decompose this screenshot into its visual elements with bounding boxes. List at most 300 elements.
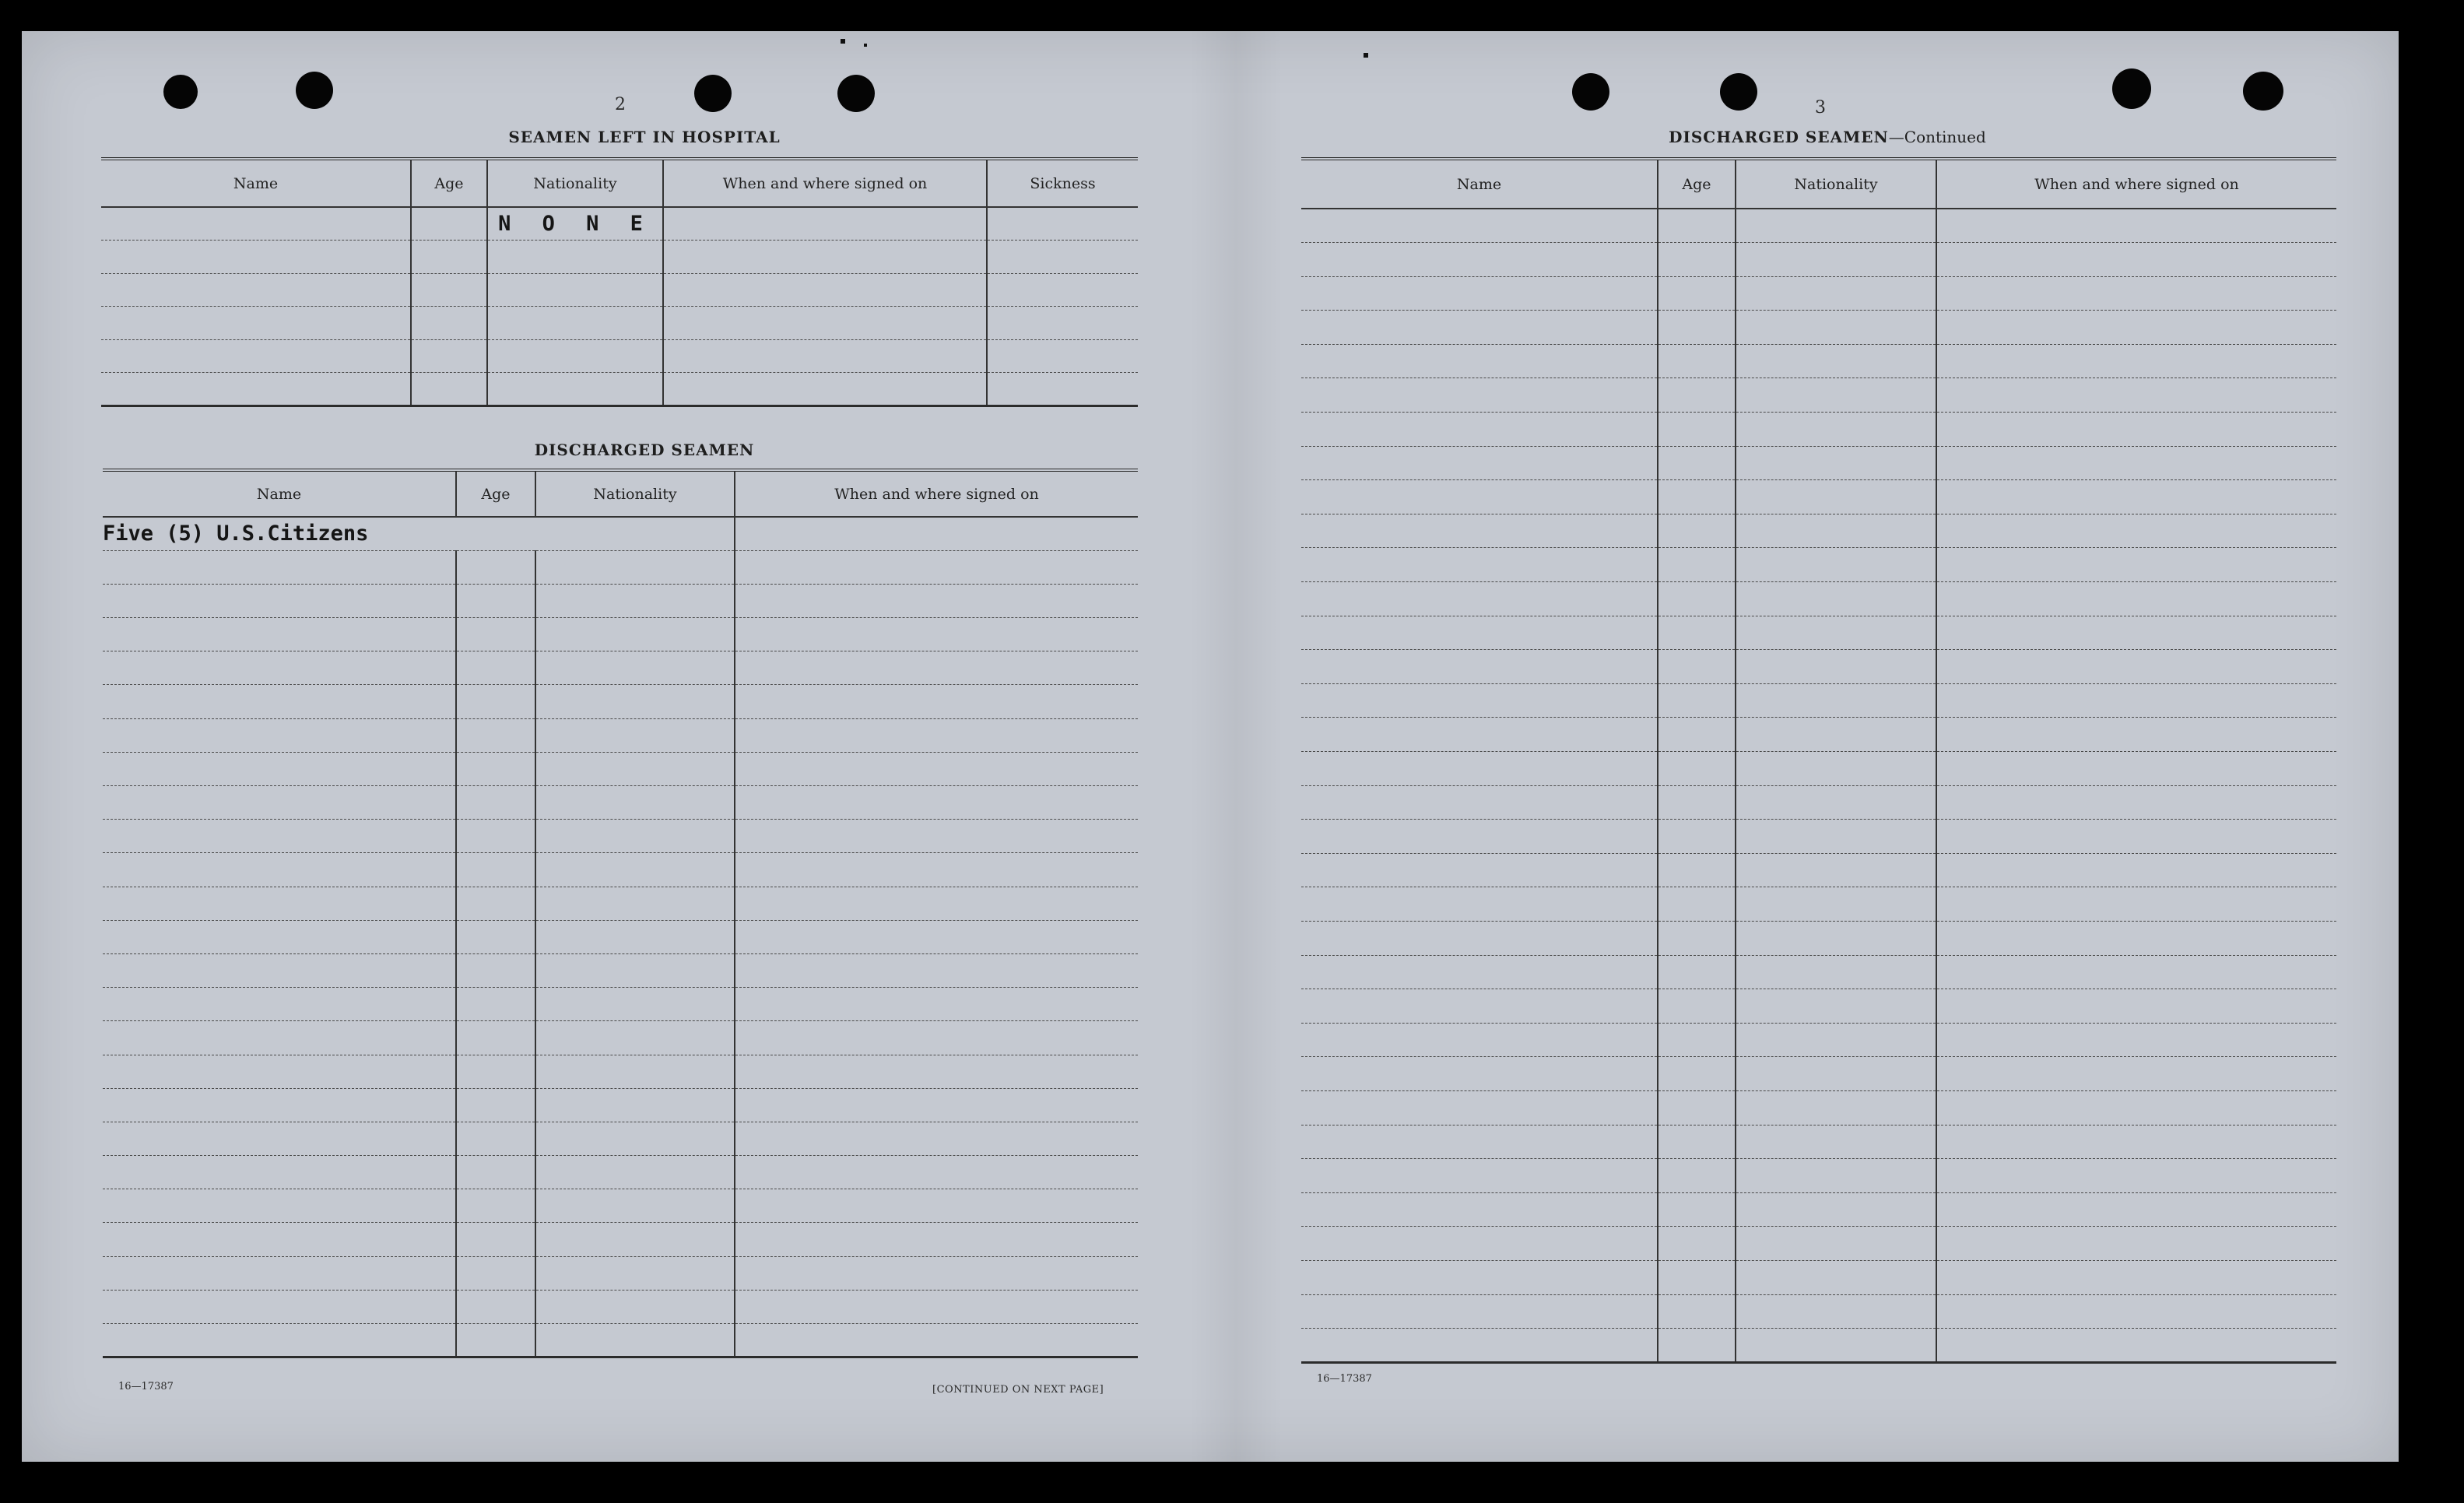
table-cell bbox=[1301, 616, 1658, 650]
table-row bbox=[103, 1088, 1138, 1122]
discharged-table-right bbox=[1301, 157, 2336, 1364]
table-cell bbox=[456, 1088, 535, 1122]
ink-speck bbox=[864, 44, 867, 47]
table-cell bbox=[103, 550, 456, 584]
table-cell bbox=[103, 988, 456, 1021]
table-row bbox=[103, 988, 1138, 1021]
table-cell bbox=[1936, 413, 2336, 447]
table-cell bbox=[1936, 1057, 2336, 1091]
table-cell bbox=[735, 1223, 1138, 1256]
table-cell bbox=[735, 584, 1138, 617]
table-cell bbox=[735, 752, 1138, 785]
table-cell bbox=[1936, 548, 2336, 582]
table-cell bbox=[1936, 480, 2336, 514]
table-cell bbox=[535, 786, 735, 820]
column-header-signed-on: When and where signed on bbox=[735, 470, 1138, 517]
table-cell bbox=[735, 887, 1138, 920]
table-cell bbox=[535, 618, 735, 651]
center-fold bbox=[1189, 31, 1283, 1462]
table-cell bbox=[1301, 378, 1658, 413]
table-cell bbox=[535, 1290, 735, 1323]
table-cell bbox=[101, 273, 411, 307]
table-row bbox=[103, 1256, 1138, 1290]
continued-note: [CONTINUED ON NEXT PAGE] bbox=[932, 1384, 1104, 1396]
table-cell bbox=[1301, 1192, 1658, 1227]
table-cell bbox=[1936, 616, 2336, 650]
table-cell bbox=[735, 1156, 1138, 1189]
table-cell bbox=[735, 786, 1138, 820]
table-cell bbox=[1736, 921, 1936, 955]
table-cell bbox=[456, 1324, 535, 1357]
table-cell bbox=[535, 1122, 735, 1155]
table-cell bbox=[1936, 650, 2336, 684]
table-row bbox=[103, 618, 1138, 651]
table-row bbox=[1301, 378, 2336, 413]
table-cell bbox=[1736, 311, 1936, 345]
table-cell bbox=[456, 988, 535, 1021]
table-cell bbox=[456, 550, 535, 584]
table-row bbox=[1301, 1023, 2336, 1057]
table-cell bbox=[1736, 752, 1936, 786]
column-header-nationality: Nationality bbox=[535, 470, 735, 517]
table-row bbox=[1301, 683, 2336, 718]
table-cell bbox=[1736, 243, 1936, 277]
table-cell bbox=[663, 241, 987, 274]
table-cell bbox=[1301, 1260, 1658, 1294]
table-row bbox=[1301, 209, 2336, 243]
table-cell bbox=[103, 685, 456, 718]
table-cell bbox=[1936, 820, 2336, 854]
table-row bbox=[103, 550, 1138, 584]
table-cell bbox=[1658, 276, 1736, 311]
table-cell bbox=[1658, 311, 1736, 345]
table-cell bbox=[487, 307, 663, 340]
table-cell bbox=[456, 752, 535, 785]
ink-speck bbox=[841, 39, 845, 44]
right-form-number: 16—17387 bbox=[1317, 1373, 1372, 1385]
table-cell bbox=[487, 273, 663, 307]
table-cell bbox=[1301, 955, 1658, 989]
table-cell bbox=[1301, 344, 1658, 378]
table-cell bbox=[456, 718, 535, 752]
table-cell bbox=[1736, 1125, 1936, 1159]
table-cell bbox=[1301, 989, 1658, 1024]
table-cell bbox=[735, 820, 1138, 853]
table-cell bbox=[1936, 344, 2336, 378]
table-cell bbox=[1936, 1090, 2336, 1125]
table-cell bbox=[735, 517, 1138, 550]
table-cell bbox=[101, 373, 411, 406]
table-cell bbox=[456, 1055, 535, 1088]
table-cell bbox=[1658, 1159, 1736, 1193]
table-cell bbox=[456, 685, 535, 718]
column-header-name: Name bbox=[101, 159, 411, 207]
table-cell bbox=[1301, 887, 1658, 922]
table-cell bbox=[1658, 446, 1736, 480]
table-cell bbox=[103, 1223, 456, 1256]
table-row bbox=[103, 1324, 1138, 1357]
table-cell bbox=[735, 1088, 1138, 1122]
table-cell bbox=[1658, 344, 1736, 378]
table-cell bbox=[1736, 1057, 1936, 1091]
discharged-entry: Five (5) U.S.Citizens bbox=[103, 517, 735, 550]
table-cell bbox=[535, 1223, 735, 1256]
table-cell bbox=[103, 1021, 456, 1055]
table-row bbox=[103, 752, 1138, 785]
table-cell bbox=[1936, 1329, 2336, 1363]
table-cell bbox=[1658, 548, 1736, 582]
left-page-number: 2 bbox=[615, 95, 626, 114]
table-row bbox=[103, 1290, 1138, 1323]
table-cell bbox=[456, 820, 535, 853]
table-cell bbox=[1936, 582, 2336, 616]
table-cell bbox=[1301, 752, 1658, 786]
column-header-name: Name bbox=[1301, 159, 1658, 209]
table-cell bbox=[1936, 1192, 2336, 1227]
column-header-nationality: Nationality bbox=[1736, 159, 1936, 209]
table-cell bbox=[1736, 1329, 1936, 1363]
table-row bbox=[103, 1189, 1138, 1223]
discharged-table-left bbox=[103, 469, 1138, 1358]
table-cell bbox=[987, 307, 1138, 340]
table-cell bbox=[101, 307, 411, 340]
table-row bbox=[103, 786, 1138, 820]
table-cell bbox=[1658, 853, 1736, 887]
table-row bbox=[1301, 480, 2336, 514]
table-row bbox=[1301, 344, 2336, 378]
table-row bbox=[1301, 921, 2336, 955]
column-header-sickness: Sickness bbox=[987, 159, 1138, 207]
table-cell bbox=[1736, 548, 1936, 582]
table-row bbox=[101, 241, 1138, 274]
table-cell bbox=[1736, 446, 1936, 480]
table-cell bbox=[1936, 887, 2336, 922]
table-cell bbox=[1658, 209, 1736, 243]
table-row bbox=[1301, 548, 2336, 582]
hospital-section-title: SEAMEN LEFT IN HOSPITAL bbox=[508, 128, 781, 146]
table-row bbox=[103, 718, 1138, 752]
table-cell bbox=[103, 1189, 456, 1223]
table-row bbox=[103, 1122, 1138, 1155]
table-cell bbox=[1301, 413, 1658, 447]
table-cell bbox=[1736, 683, 1936, 718]
table-cell bbox=[103, 887, 456, 920]
table-row bbox=[1301, 514, 2336, 548]
table-cell bbox=[663, 339, 987, 373]
table-row bbox=[1301, 1090, 2336, 1125]
table-cell bbox=[987, 273, 1138, 307]
table-cell bbox=[735, 1055, 1138, 1088]
table-cell bbox=[535, 920, 735, 953]
left-form-number: 16—17387 bbox=[118, 1381, 174, 1392]
table-cell bbox=[103, 1290, 456, 1323]
table-cell bbox=[1736, 1192, 1936, 1227]
table-cell bbox=[103, 651, 456, 685]
table-row bbox=[103, 685, 1138, 718]
table-cell bbox=[1301, 1090, 1658, 1125]
table-row bbox=[1301, 1125, 2336, 1159]
table-cell bbox=[1936, 243, 2336, 277]
table-cell bbox=[487, 373, 663, 406]
table-cell bbox=[1936, 853, 2336, 887]
table-cell bbox=[535, 988, 735, 1021]
table-cell bbox=[1301, 514, 1658, 548]
table-cell bbox=[1736, 514, 1936, 548]
table-cell bbox=[735, 1324, 1138, 1357]
column-header-name: Name bbox=[103, 470, 456, 517]
table-cell bbox=[1936, 378, 2336, 413]
table-cell bbox=[1658, 1057, 1736, 1091]
table-cell bbox=[735, 718, 1138, 752]
table-cell bbox=[735, 988, 1138, 1021]
table-cell bbox=[535, 887, 735, 920]
table-cell bbox=[103, 853, 456, 887]
table-row bbox=[1301, 853, 2336, 887]
table-cell bbox=[1736, 955, 1936, 989]
right-page-number: 3 bbox=[1815, 98, 1826, 118]
table-row bbox=[103, 517, 1138, 550]
table-cell bbox=[103, 718, 456, 752]
ink-speck bbox=[1364, 53, 1368, 58]
table-cell bbox=[1936, 209, 2336, 243]
table-row bbox=[103, 1055, 1138, 1088]
table-cell bbox=[535, 1088, 735, 1122]
table-cell bbox=[1301, 718, 1658, 752]
table-cell bbox=[103, 618, 456, 651]
table-cell bbox=[1736, 616, 1936, 650]
table-cell bbox=[1658, 683, 1736, 718]
column-header-age: Age bbox=[411, 159, 487, 207]
table-cell bbox=[456, 887, 535, 920]
table-cell bbox=[663, 207, 987, 241]
table-cell bbox=[1301, 582, 1658, 616]
table-cell bbox=[103, 1156, 456, 1189]
table-cell bbox=[103, 786, 456, 820]
punch-hole bbox=[163, 75, 198, 109]
table-cell bbox=[735, 685, 1138, 718]
table-cell bbox=[1301, 921, 1658, 955]
table-cell bbox=[1936, 752, 2336, 786]
table-cell bbox=[456, 1256, 535, 1290]
table-cell bbox=[1301, 311, 1658, 345]
table-cell bbox=[1658, 1125, 1736, 1159]
table-cell bbox=[1736, 276, 1936, 311]
table-cell bbox=[411, 373, 487, 406]
table-cell bbox=[535, 853, 735, 887]
table-row bbox=[1301, 276, 2336, 311]
table-cell bbox=[735, 618, 1138, 651]
table-cell bbox=[535, 1256, 735, 1290]
table-cell bbox=[535, 1055, 735, 1088]
table-cell bbox=[456, 1122, 535, 1155]
table-cell bbox=[487, 241, 663, 274]
table-cell bbox=[1658, 378, 1736, 413]
table-cell bbox=[1736, 1227, 1936, 1261]
column-header-signed-on: When and where signed on bbox=[663, 159, 987, 207]
table-cell bbox=[987, 373, 1138, 406]
table-row bbox=[101, 373, 1138, 406]
table-cell bbox=[735, 953, 1138, 987]
table-cell bbox=[1936, 718, 2336, 752]
table-cell bbox=[735, 920, 1138, 953]
table-cell bbox=[735, 1122, 1138, 1155]
table-row bbox=[1301, 1227, 2336, 1261]
table-cell bbox=[1936, 921, 2336, 955]
table-cell bbox=[1301, 1294, 1658, 1329]
table-cell bbox=[535, 584, 735, 617]
table-cell bbox=[1736, 209, 1936, 243]
table-cell bbox=[456, 651, 535, 685]
discharged-section-title: DISCHARGED SEAMEN bbox=[534, 441, 755, 459]
table-cell bbox=[1658, 989, 1736, 1024]
table-cell bbox=[1658, 480, 1736, 514]
table-row bbox=[1301, 1057, 2336, 1091]
hospital-table bbox=[101, 157, 1138, 407]
punch-hole bbox=[296, 72, 333, 109]
table-cell bbox=[735, 1290, 1138, 1323]
table-cell bbox=[1936, 514, 2336, 548]
table-row bbox=[101, 339, 1138, 373]
table-cell bbox=[535, 953, 735, 987]
table-cell bbox=[1658, 955, 1736, 989]
table-cell bbox=[663, 273, 987, 307]
table-cell bbox=[1301, 1057, 1658, 1091]
table-cell bbox=[535, 820, 735, 853]
table-cell bbox=[1658, 514, 1736, 548]
table-cell bbox=[1658, 752, 1736, 786]
table-cell bbox=[987, 241, 1138, 274]
punch-hole bbox=[2243, 72, 2283, 111]
table-row bbox=[101, 207, 1138, 241]
table-cell bbox=[735, 1021, 1138, 1055]
table-cell bbox=[535, 550, 735, 584]
table-cell bbox=[1736, 989, 1936, 1024]
punch-hole bbox=[837, 75, 875, 112]
table-row bbox=[103, 1223, 1138, 1256]
column-header-nationality: Nationality bbox=[487, 159, 663, 207]
table-row bbox=[103, 820, 1138, 853]
table-cell bbox=[103, 1055, 456, 1088]
title-suffix: —Continued bbox=[1888, 128, 1986, 146]
table-cell bbox=[101, 207, 411, 241]
table-cell bbox=[535, 1189, 735, 1223]
column-header-age: Age bbox=[456, 470, 535, 517]
table-cell bbox=[535, 685, 735, 718]
table-cell bbox=[1736, 887, 1936, 922]
table-cell bbox=[1736, 582, 1936, 616]
table-cell bbox=[456, 786, 535, 820]
table-cell bbox=[1736, 785, 1936, 820]
table-cell bbox=[103, 584, 456, 617]
table-cell bbox=[103, 920, 456, 953]
table-cell bbox=[456, 853, 535, 887]
table-cell bbox=[1658, 1023, 1736, 1057]
table-cell bbox=[735, 1189, 1138, 1223]
table-cell bbox=[1736, 344, 1936, 378]
table-cell bbox=[456, 920, 535, 953]
table-cell bbox=[1736, 413, 1936, 447]
table-cell bbox=[535, 1324, 735, 1357]
table-cell bbox=[663, 373, 987, 406]
table-cell bbox=[663, 307, 987, 340]
table-cell bbox=[1658, 1192, 1736, 1227]
table-cell bbox=[1301, 1329, 1658, 1363]
table-row bbox=[1301, 955, 2336, 989]
table-cell bbox=[1736, 480, 1936, 514]
table-cell bbox=[103, 752, 456, 785]
table-cell bbox=[1936, 683, 2336, 718]
table-cell bbox=[101, 339, 411, 373]
table-cell bbox=[535, 1156, 735, 1189]
table-row bbox=[1301, 650, 2336, 684]
table-cell bbox=[456, 1021, 535, 1055]
table-cell bbox=[1301, 650, 1658, 684]
punch-hole bbox=[1720, 73, 1757, 111]
table-cell bbox=[1736, 1159, 1936, 1193]
table-row bbox=[1301, 820, 2336, 854]
table-cell bbox=[987, 207, 1138, 241]
hospital-entry-none: N O N E bbox=[487, 207, 663, 241]
table-cell bbox=[1658, 820, 1736, 854]
table-cell bbox=[103, 1256, 456, 1290]
table-cell bbox=[103, 1324, 456, 1357]
table-cell bbox=[1658, 243, 1736, 277]
table-cell bbox=[735, 853, 1138, 887]
table-row bbox=[1301, 582, 2336, 616]
table-cell bbox=[535, 718, 735, 752]
table-cell bbox=[1936, 1125, 2336, 1159]
table-row bbox=[1301, 311, 2336, 345]
table-cell bbox=[456, 1189, 535, 1223]
table-row bbox=[103, 853, 1138, 887]
table-row bbox=[1301, 616, 2336, 650]
table-cell bbox=[1736, 1294, 1936, 1329]
table-row bbox=[1301, 718, 2336, 752]
title-text: DISCHARGED SEAMEN bbox=[1669, 128, 1889, 146]
table-row bbox=[1301, 1159, 2336, 1193]
table-cell bbox=[1936, 1260, 2336, 1294]
table-cell bbox=[535, 1021, 735, 1055]
table-cell bbox=[1736, 1090, 1936, 1125]
column-header-signed-on: When and where signed on bbox=[1936, 159, 2336, 209]
table-row bbox=[103, 1021, 1138, 1055]
table-cell bbox=[1736, 1023, 1936, 1057]
table-cell bbox=[103, 820, 456, 853]
table-cell bbox=[1301, 480, 1658, 514]
discharged-continued-title bbox=[1563, 128, 2092, 146]
table-row bbox=[1301, 1294, 2336, 1329]
table-row bbox=[1301, 1260, 2336, 1294]
table-row bbox=[103, 584, 1138, 617]
table-cell bbox=[103, 1088, 456, 1122]
table-cell bbox=[456, 1290, 535, 1323]
table-cell bbox=[411, 241, 487, 274]
table-row bbox=[1301, 752, 2336, 786]
table-cell bbox=[1301, 683, 1658, 718]
table-cell bbox=[1301, 548, 1658, 582]
table-cell bbox=[411, 339, 487, 373]
table-cell bbox=[1736, 378, 1936, 413]
table-cell bbox=[1301, 276, 1658, 311]
table-cell bbox=[101, 241, 411, 274]
table-row bbox=[1301, 243, 2336, 277]
table-cell bbox=[411, 273, 487, 307]
table-cell bbox=[735, 550, 1138, 584]
table-cell bbox=[1658, 1294, 1736, 1329]
table-cell bbox=[1658, 1227, 1736, 1261]
table-cell bbox=[1936, 1023, 2336, 1057]
table-row bbox=[1301, 413, 2336, 447]
